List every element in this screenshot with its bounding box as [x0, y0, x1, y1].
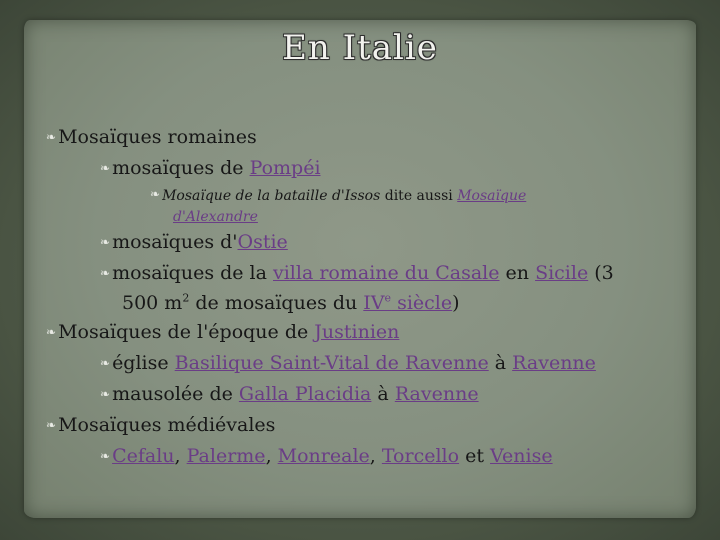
item-text: à: [488, 352, 513, 374]
item-text: Mosaïques médiévales: [58, 414, 276, 436]
link-pompei[interactable]: Pompéi: [249, 157, 321, 179]
bullet-icon: ❧: [46, 130, 57, 144]
bullet-icon: ❧: [150, 187, 161, 201]
item-text: mausolée de: [112, 383, 239, 405]
link-torcello[interactable]: Torcello: [381, 445, 460, 467]
link-galla-placidia[interactable]: Galla Placidia: [238, 383, 372, 405]
item-text: mosaïques de: [112, 157, 250, 179]
link-mosaique-alexandre-cont[interactable]: d'Alexandre: [173, 209, 258, 225]
list-item-villa-continued: [46, 289, 666, 317]
link-text: siècle: [391, 292, 453, 314]
separator: ,: [265, 445, 278, 467]
item-text: mosaïques d': [112, 231, 238, 253]
bullet-icon: ❧: [100, 387, 111, 401]
separator: ,: [369, 445, 382, 467]
list-item-eglise: [46, 348, 666, 379]
link-ravenne[interactable]: Ravenne: [512, 352, 596, 374]
link-villa-casale[interactable]: villa romaine du Casale: [273, 262, 500, 284]
bullet-icon: ❧: [100, 235, 111, 249]
separator: ,: [174, 445, 187, 467]
link-monreale[interactable]: Monreale: [277, 445, 370, 467]
item-text: 500 m: [122, 292, 183, 314]
bullet-list: [46, 122, 666, 472]
list-item-villa: [46, 258, 666, 289]
item-text: (3: [588, 262, 614, 284]
link-ravenne[interactable]: Ravenne: [394, 383, 479, 405]
list-item-pompei: [46, 153, 666, 184]
list-item-mausolee: [46, 379, 666, 410]
superscript: 2: [182, 291, 190, 305]
link-ostie[interactable]: Ostie: [237, 231, 288, 253]
link-cefalu[interactable]: Cefalu: [112, 445, 175, 467]
item-text: à: [371, 383, 395, 405]
list-item-ostie: [46, 227, 666, 258]
item-text: Mosaïques romaines: [58, 126, 257, 148]
list-item-medievales: [46, 410, 666, 441]
item-text: église: [112, 352, 175, 374]
item-text: ): [452, 292, 460, 314]
item-text: mosaïques de la: [112, 262, 273, 284]
superscript: e: [384, 291, 392, 305]
link-palerme[interactable]: Palerme: [186, 445, 266, 467]
bullet-icon: ❧: [100, 161, 111, 175]
list-item-issos: [46, 184, 666, 207]
bullet-icon: ❧: [100, 449, 111, 463]
item-text: de mosaïques du: [189, 292, 364, 314]
item-text: Mosaïques de l'époque de: [58, 321, 315, 343]
bullet-icon: ❧: [100, 266, 111, 280]
link-ive-siecle[interactable]: [363, 292, 452, 314]
item-text: Mosaïque de la bataille d'Issos: [162, 188, 381, 204]
list-item-cities: [46, 441, 666, 472]
link-text: IV: [363, 292, 385, 314]
item-text: dite aussi: [380, 188, 458, 204]
link-justinien[interactable]: Justinien: [314, 321, 400, 343]
bullet-icon: ❧: [100, 356, 111, 370]
list-item-issos-continued: [46, 207, 666, 227]
link-sicile[interactable]: Sicile: [535, 262, 589, 284]
bullet-icon: ❧: [46, 418, 57, 432]
list-item-justinien: [46, 317, 666, 348]
item-text: en: [499, 262, 536, 284]
slide-title: En Italie: [282, 28, 438, 68]
separator: et: [459, 445, 491, 467]
link-venise[interactable]: Venise: [490, 445, 553, 467]
bullet-icon: ❧: [46, 325, 57, 339]
link-mosaique-alexandre[interactable]: Mosaïque: [457, 188, 527, 204]
link-basilique-saint-vital[interactable]: Basilique Saint-Vital de Ravenne: [174, 352, 489, 374]
list-item-romaines: [46, 122, 666, 153]
